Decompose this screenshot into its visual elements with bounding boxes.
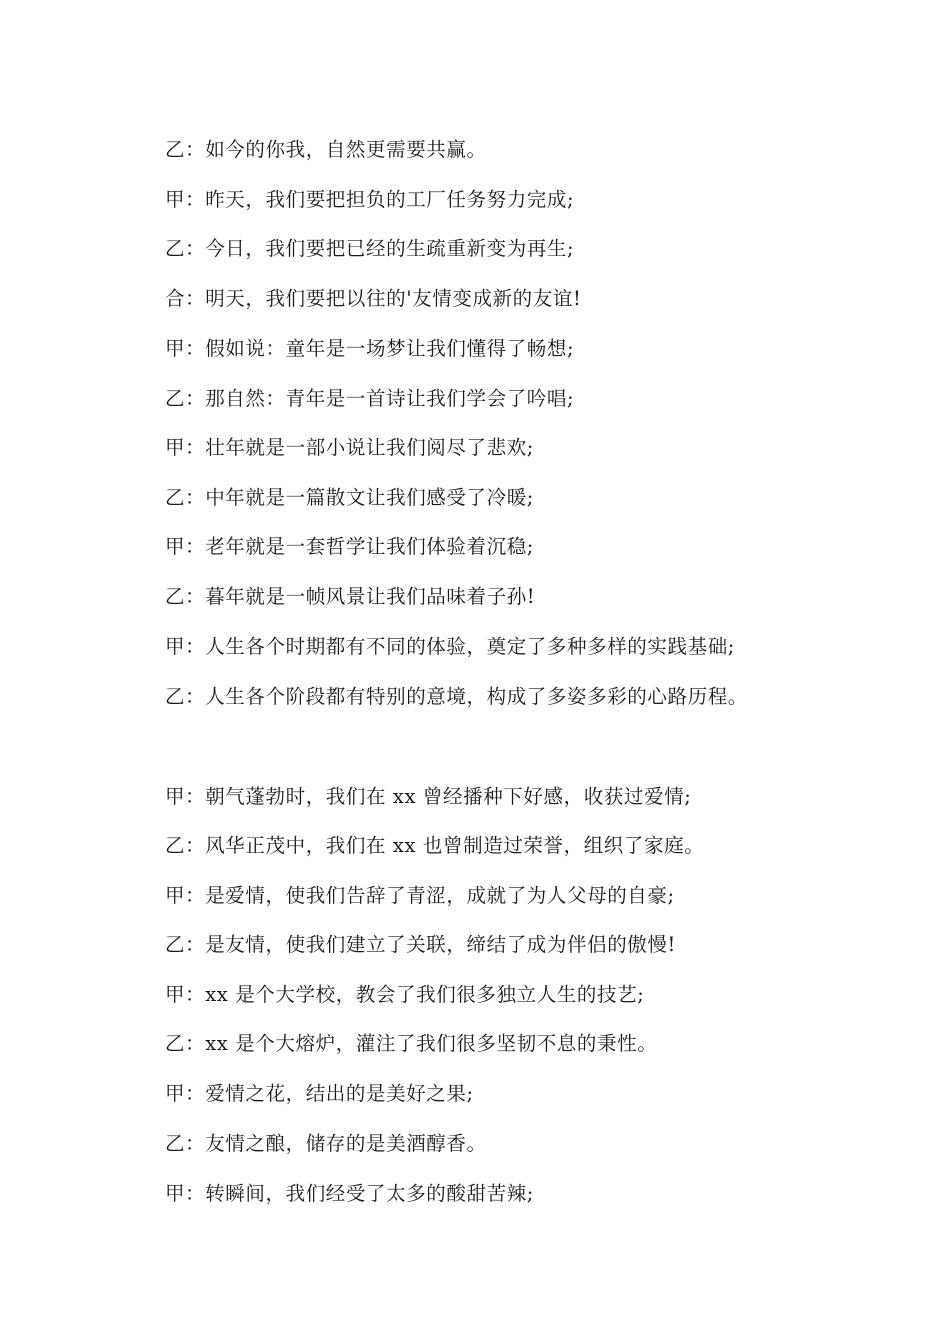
dialogue-line: 乙：暮年就是一帧风景让我们品味着子孙!: [165, 585, 536, 608]
dialogue-line: 甲：人生各个时期都有不同的体验，奠定了多种多样的实践基础;: [165, 635, 735, 658]
dialogue-line: 乙：中年就是一篇散文让我们感受了冷暖;: [165, 486, 534, 509]
dialogue-line: 乙：风华正茂中，我们在 xx 也曾制造过荣誉，组织了家庭。: [165, 834, 705, 857]
dialogue-line: 甲：转瞬间，我们经受了太多的酸甜苦辣;: [165, 1182, 534, 1205]
dialogue-line: 甲：壮年就是一部小说让我们阅尽了悲欢;: [165, 436, 534, 459]
dialogue-line: 甲：老年就是一套哲学让我们体验着沉稳;: [165, 535, 534, 558]
dialogue-line: 甲：假如说：童年是一场梦让我们懂得了畅想;: [165, 337, 575, 360]
dialogue-line: 乙：人生各个阶段都有特别的意境，构成了多姿多彩的心路历程。: [165, 685, 748, 708]
dialogue-line: 合：明天，我们要把以往的'友情变成新的友谊!: [165, 287, 582, 310]
dialogue-line: 乙：如今的你我，自然更需要共赢。: [165, 138, 487, 161]
dialogue-line: 甲：xx 是个大学校，教会了我们很多独立人生的技艺;: [165, 983, 645, 1006]
dialogue-line: 乙：xx 是个大熔炉，灌注了我们很多坚韧不息的秉性。: [165, 1032, 658, 1055]
dialogue-line: 甲：朝气蓬勃时，我们在 xx 曾经播种下好感，收获过爱情;: [165, 785, 692, 808]
dialogue-line: 乙：友情之酿，储存的是美酒醇香。: [165, 1132, 487, 1155]
dialogue-line: 乙：今日，我们要把已经的生疏重新变为再生;: [165, 237, 575, 260]
dialogue-line: 乙：是友情，使我们建立了关联，缔结了成为伴侣的傲慢!: [165, 933, 676, 956]
dialogue-line: 甲：昨天，我们要把担负的工厂任务努力完成;: [165, 188, 575, 211]
dialogue-line: 甲：是爱情，使我们告辞了青涩，成就了为人父母的自豪;: [165, 884, 675, 907]
dialogue-line: 乙：那自然：青年是一首诗让我们学会了吟唱;: [165, 387, 575, 410]
dialogue-line: 甲：爱情之花，结出的是美好之果;: [165, 1082, 474, 1105]
